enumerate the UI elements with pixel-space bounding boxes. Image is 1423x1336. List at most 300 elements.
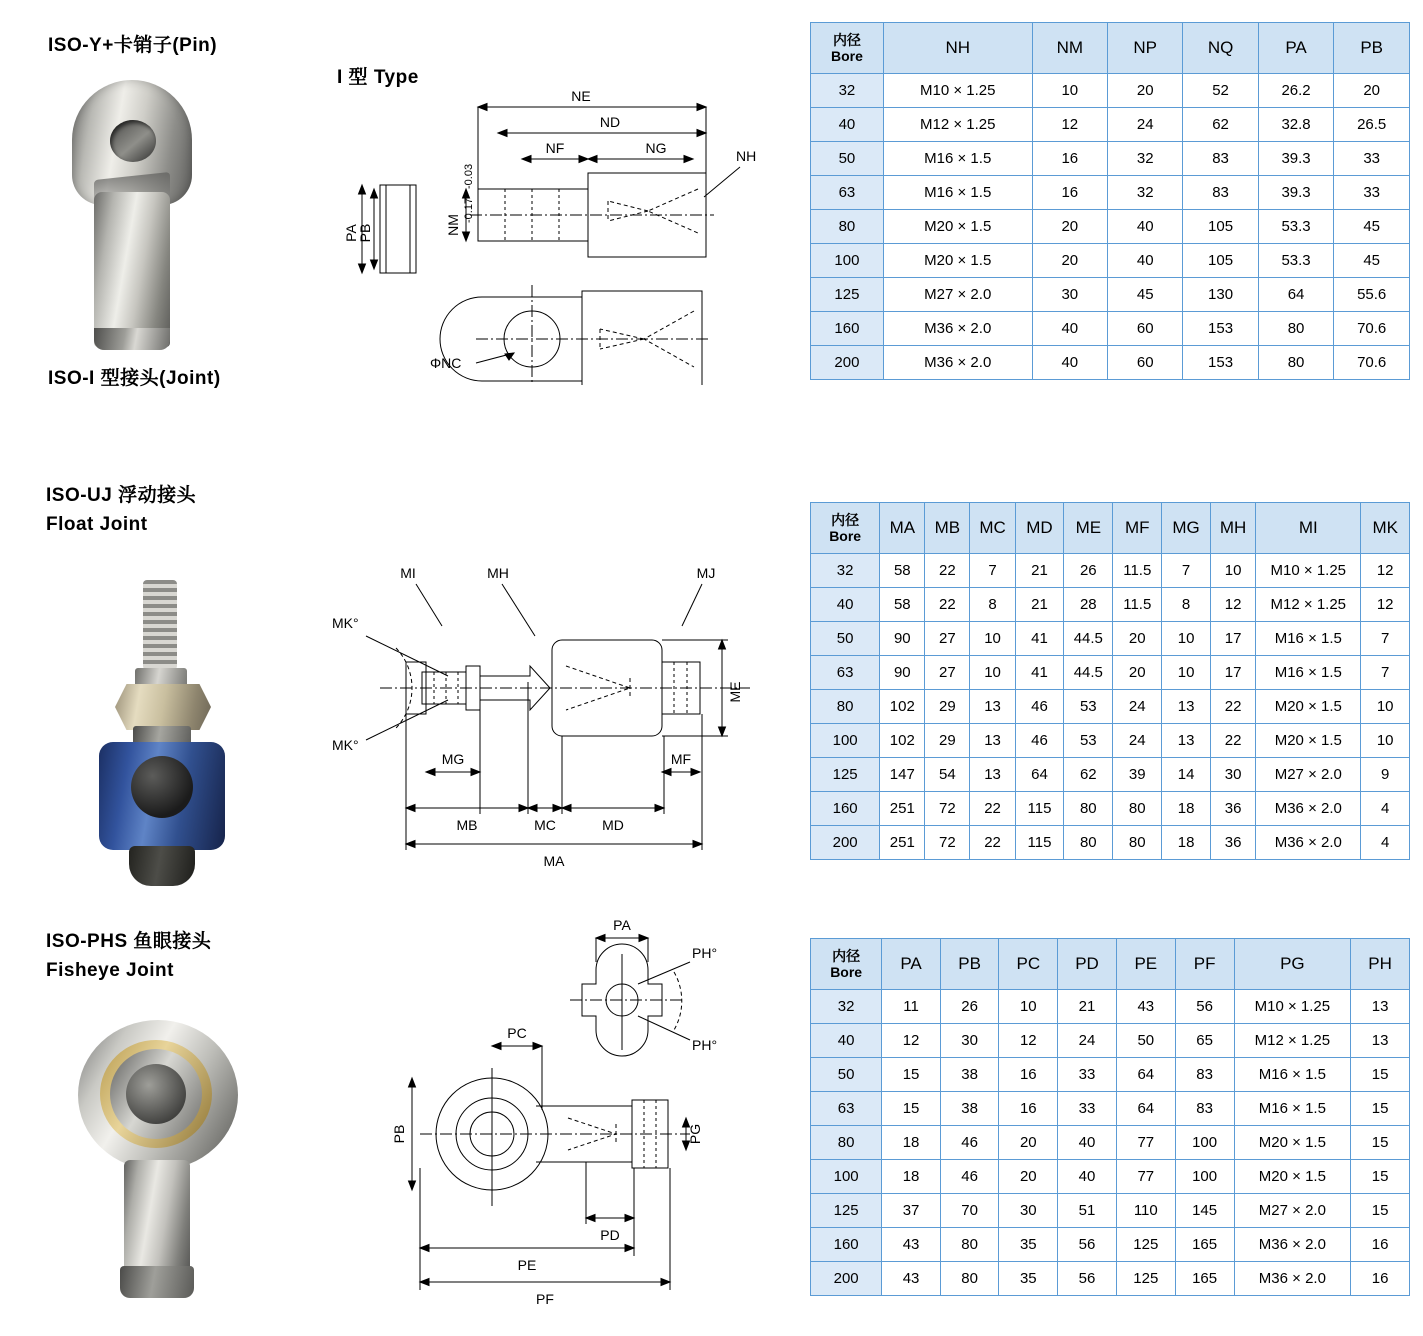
header-bore xyxy=(811,503,880,554)
cell-value: M16 × 1.5 xyxy=(883,142,1032,176)
cell-value: 17 xyxy=(1210,622,1255,656)
cell-value: 46 xyxy=(1015,724,1064,758)
header-pg: PG xyxy=(1234,939,1351,990)
table-row xyxy=(811,278,1410,312)
cell-value: 251 xyxy=(880,792,925,826)
cell-value: 46 xyxy=(940,1160,999,1194)
cell-value: 12 xyxy=(1032,108,1107,142)
cell-bore: 125 xyxy=(811,1194,882,1228)
header-pb: PB xyxy=(1334,23,1410,74)
cell-value: 45 xyxy=(1334,244,1410,278)
section-iso-uj-float-joint xyxy=(0,440,1423,900)
cell-value: 251 xyxy=(880,826,925,860)
cell-value: 11 xyxy=(882,990,941,1024)
table-row xyxy=(811,108,1410,142)
cell-value: 38 xyxy=(940,1092,999,1126)
table-row xyxy=(811,1092,1410,1126)
iso-phs-title-line2: Fisheye Joint xyxy=(46,959,174,981)
cell-value: 44.5 xyxy=(1064,656,1113,690)
table-row xyxy=(811,74,1410,108)
header-mi: MI xyxy=(1256,503,1361,554)
iso-phs-photo-foot xyxy=(120,1266,194,1298)
table-row xyxy=(811,724,1410,758)
label-nh: NH xyxy=(736,148,757,164)
cell-bore: 32 xyxy=(811,990,882,1024)
cell-value: 165 xyxy=(1175,1228,1234,1262)
cell-bore: 200 xyxy=(811,826,880,860)
cell-value: 13 xyxy=(1162,690,1211,724)
label-ma: MA xyxy=(543,853,565,869)
header-bore-en: Bore xyxy=(829,528,862,544)
cell-value: 56 xyxy=(1058,1262,1117,1296)
cell-value: 145 xyxy=(1175,1194,1234,1228)
cell-bore: 80 xyxy=(811,690,880,724)
table-row xyxy=(811,554,1410,588)
cell-value: 60 xyxy=(1108,346,1183,380)
header-np: NP xyxy=(1108,23,1183,74)
cell-value: 15 xyxy=(882,1092,941,1126)
cell-value: 40 xyxy=(1108,210,1183,244)
table-row xyxy=(811,1194,1410,1228)
cell-value: 60 xyxy=(1108,312,1183,346)
cell-value: 22 xyxy=(1210,724,1255,758)
label-pd: PD xyxy=(600,1227,620,1243)
cell-bore: 40 xyxy=(811,1024,882,1058)
cell-bore: 160 xyxy=(811,792,880,826)
header-md: MD xyxy=(1015,503,1064,554)
cell-value: 8 xyxy=(1162,588,1211,622)
cell-value: 32 xyxy=(1108,142,1183,176)
cell-value: M20 × 1.5 xyxy=(1234,1126,1351,1160)
cell-value: 10 xyxy=(1361,724,1410,758)
label-md: MD xyxy=(602,817,624,833)
header-pa: PA xyxy=(1258,23,1334,74)
cell-value: 9 xyxy=(1361,758,1410,792)
cell-value: 43 xyxy=(882,1262,941,1296)
iso-phs-photo-shank xyxy=(124,1160,190,1280)
cell-value: 20 xyxy=(1113,622,1162,656)
cell-value: 43 xyxy=(882,1228,941,1262)
header-bore xyxy=(811,939,882,990)
cell-value: 30 xyxy=(1210,758,1255,792)
cell-value: 17 xyxy=(1210,656,1255,690)
cell-value: M36 × 2.0 xyxy=(883,312,1032,346)
cell-value: 32 xyxy=(1108,176,1183,210)
cell-value: 16 xyxy=(999,1058,1058,1092)
header-nm: NM xyxy=(1032,23,1107,74)
iso-i-product-photo xyxy=(72,80,192,345)
label-ng: NG xyxy=(645,140,667,156)
cell-value: 102 xyxy=(880,724,925,758)
cell-value: M36 × 2.0 xyxy=(1256,792,1361,826)
cell-value: 102 xyxy=(880,690,925,724)
header-nh: NH xyxy=(883,23,1032,74)
header-bore-en: Bore xyxy=(830,48,863,64)
cell-bore: 80 xyxy=(811,210,884,244)
table-row xyxy=(811,312,1410,346)
cell-value: 16 xyxy=(1351,1262,1410,1296)
cell-value: 10 xyxy=(1162,622,1211,656)
table-row xyxy=(811,346,1410,380)
cell-value: 72 xyxy=(925,826,970,860)
label-mk-bottom: MK° xyxy=(332,737,359,753)
cell-bore: 40 xyxy=(811,588,880,622)
cell-value: 24 xyxy=(1113,724,1162,758)
cell-value: 7 xyxy=(1361,656,1410,690)
cell-value: 10 xyxy=(999,990,1058,1024)
cell-value: 20 xyxy=(1108,74,1183,108)
label-pa: PA xyxy=(613,918,631,933)
cell-value: 12 xyxy=(1361,554,1410,588)
cell-value: 35 xyxy=(999,1262,1058,1296)
cell-value: 38 xyxy=(940,1058,999,1092)
iso-uj-product-photo xyxy=(95,580,230,890)
iso-uj-photo-hex-nut xyxy=(115,684,211,730)
cell-value: 13 xyxy=(970,758,1015,792)
iso-uj-photo-base xyxy=(129,846,195,886)
cell-value: 153 xyxy=(1183,312,1258,346)
label-phi-nc: ΦNC xyxy=(430,355,462,371)
label-nd: ND xyxy=(599,114,621,130)
label-ph-top: PH° xyxy=(692,945,718,961)
cell-value: 15 xyxy=(1351,1092,1410,1126)
cell-value: 39 xyxy=(1113,758,1162,792)
cell-value: 22 xyxy=(1210,690,1255,724)
table-row xyxy=(811,588,1410,622)
header-pc: PC xyxy=(999,939,1058,990)
label-pb: PB xyxy=(391,1124,407,1144)
iso-uj-left-pane xyxy=(0,440,790,900)
header-pb: PB xyxy=(940,939,999,990)
table-row xyxy=(811,656,1410,690)
table-row xyxy=(811,142,1410,176)
cell-value: 33 xyxy=(1058,1058,1117,1092)
cell-value: 16 xyxy=(1351,1228,1410,1262)
cell-value: 32.8 xyxy=(1258,108,1334,142)
label-tol-upper: -0.03 xyxy=(463,163,475,189)
label-pf: PF xyxy=(536,1291,554,1307)
header-bore-cn: 内径 xyxy=(831,511,860,528)
cell-value: 37 xyxy=(882,1194,941,1228)
cell-value: 12 xyxy=(882,1024,941,1058)
cell-value: 10 xyxy=(1210,554,1255,588)
iso-uj-table-pane xyxy=(810,502,1410,860)
cell-bore: 200 xyxy=(811,346,884,380)
label-nf: NF xyxy=(545,140,565,156)
iso-phs-technical-drawing xyxy=(390,918,770,1318)
cell-value: 55.6 xyxy=(1334,278,1410,312)
cell-value: 8 xyxy=(970,588,1015,622)
table-row xyxy=(811,1024,1410,1058)
cell-value: 18 xyxy=(1162,826,1211,860)
cell-value: 62 xyxy=(1064,758,1113,792)
cell-value: 100 xyxy=(1175,1126,1234,1160)
cell-value: 110 xyxy=(1116,1194,1175,1228)
table-row xyxy=(811,1160,1410,1194)
cell-value: 16 xyxy=(1032,176,1107,210)
cell-value: 10 xyxy=(1032,74,1107,108)
cell-value: 43 xyxy=(1116,990,1175,1024)
cell-value: 21 xyxy=(1058,990,1117,1024)
iso-uj-title-line1: ISO-UJ 浮动接头 xyxy=(46,485,197,506)
cell-value: 64 xyxy=(1015,758,1064,792)
cell-value: 83 xyxy=(1175,1092,1234,1126)
cell-value: 70 xyxy=(940,1194,999,1228)
cell-value: 115 xyxy=(1015,792,1064,826)
cell-value: M20 × 1.5 xyxy=(883,210,1032,244)
cell-value: 53.3 xyxy=(1258,210,1334,244)
cell-value: 7 xyxy=(1162,554,1211,588)
cell-value: 45 xyxy=(1108,278,1183,312)
iso-i-drawing-title: I 型 Type xyxy=(337,67,419,88)
cell-value: 13 xyxy=(1351,1024,1410,1058)
cell-value: 7 xyxy=(970,554,1015,588)
cell-value: 46 xyxy=(1015,690,1064,724)
iso-phs-table-pane xyxy=(810,938,1410,1296)
cell-bore: 100 xyxy=(811,244,884,278)
label-me: ME xyxy=(727,681,743,703)
label-ne: NE xyxy=(571,88,591,104)
cell-bore: 80 xyxy=(811,1126,882,1160)
cell-value: 10 xyxy=(1361,690,1410,724)
iso-uj-technical-drawing xyxy=(330,550,770,870)
cell-value: M12 × 1.25 xyxy=(1256,588,1361,622)
table-row xyxy=(811,622,1410,656)
cell-value: M16 × 1.5 xyxy=(1234,1092,1351,1126)
cell-bore: 125 xyxy=(811,278,884,312)
cell-value: 27 xyxy=(925,622,970,656)
cell-value: 18 xyxy=(1162,792,1211,826)
cell-value: 7 xyxy=(1361,622,1410,656)
cell-value: 26 xyxy=(1064,554,1113,588)
cell-value: 13 xyxy=(1162,724,1211,758)
label-ph-bottom: PH° xyxy=(692,1037,718,1053)
cell-value: 22 xyxy=(925,554,970,588)
cell-value: M20 × 1.5 xyxy=(883,244,1032,278)
cell-value: 29 xyxy=(925,690,970,724)
table-row xyxy=(811,826,1410,860)
cell-bore: 125 xyxy=(811,758,880,792)
cell-bore: 160 xyxy=(811,312,884,346)
label-tol-lower: -0.17 xyxy=(463,197,475,223)
header-mg: MG xyxy=(1162,503,1211,554)
table-row xyxy=(811,244,1410,278)
iso-i-technical-drawing xyxy=(300,85,780,385)
cell-value: M36 × 2.0 xyxy=(1234,1262,1351,1296)
label-pc: PC xyxy=(507,1025,527,1041)
cell-value: 105 xyxy=(1183,244,1258,278)
cell-value: M16 × 1.5 xyxy=(883,176,1032,210)
cell-value: 90 xyxy=(880,656,925,690)
iso-phs-spec-table xyxy=(810,938,1410,1296)
cell-value: 18 xyxy=(882,1160,941,1194)
cell-value: 15 xyxy=(1351,1058,1410,1092)
label-nm: NM xyxy=(445,214,461,236)
cell-value: 36 xyxy=(1210,792,1255,826)
cell-value: M20 × 1.5 xyxy=(1256,690,1361,724)
cell-value: M10 × 1.25 xyxy=(1256,554,1361,588)
cell-value: M12 × 1.25 xyxy=(883,108,1032,142)
header-pe: PE xyxy=(1116,939,1175,990)
table-row xyxy=(811,1228,1410,1262)
cell-value: 28 xyxy=(1064,588,1113,622)
cell-value: 33 xyxy=(1334,176,1410,210)
cell-value: 21 xyxy=(1015,588,1064,622)
cell-value: M16 × 1.5 xyxy=(1234,1058,1351,1092)
header-bore xyxy=(811,23,884,74)
cell-value: M36 × 2.0 xyxy=(1256,826,1361,860)
cell-value: 39.3 xyxy=(1258,142,1334,176)
iso-i-left-pane xyxy=(0,0,790,440)
cell-value: 46 xyxy=(940,1126,999,1160)
cell-bore: 40 xyxy=(811,108,884,142)
label-mb: MB xyxy=(456,817,478,833)
iso-phs-title xyxy=(46,928,211,985)
cell-value: 16 xyxy=(1032,142,1107,176)
cell-value: 40 xyxy=(1032,312,1107,346)
table-row xyxy=(811,792,1410,826)
header-bore-cn: 内径 xyxy=(832,947,861,964)
iso-i-table-pane xyxy=(810,22,1410,380)
cell-value: 153 xyxy=(1183,346,1258,380)
cell-value: 13 xyxy=(970,690,1015,724)
cell-value: 35 xyxy=(999,1228,1058,1262)
header-mk: MK xyxy=(1361,503,1410,554)
cell-value: 105 xyxy=(1183,210,1258,244)
cell-bore: 50 xyxy=(811,622,880,656)
cell-value: 22 xyxy=(970,792,1015,826)
cell-value: M20 × 1.5 xyxy=(1234,1160,1351,1194)
header-nq: NQ xyxy=(1183,23,1258,74)
iso-phs-product-photo xyxy=(78,1020,238,1300)
cell-value: M10 × 1.25 xyxy=(883,74,1032,108)
iso-i-photo-bottom xyxy=(94,328,170,350)
cell-value: 80 xyxy=(940,1228,999,1262)
cell-value: 12 xyxy=(1361,588,1410,622)
label-pe: PE xyxy=(517,1257,537,1273)
cell-value: 80 xyxy=(1064,792,1113,826)
cell-value: 15 xyxy=(1351,1160,1410,1194)
table-row xyxy=(811,210,1410,244)
cell-bore: 63 xyxy=(811,176,884,210)
cell-value: 72 xyxy=(925,792,970,826)
table-row xyxy=(811,758,1410,792)
cell-value: 20 xyxy=(999,1160,1058,1194)
cell-value: 36 xyxy=(1210,826,1255,860)
iso-phs-photo-bore xyxy=(126,1064,186,1124)
cell-value: 30 xyxy=(940,1024,999,1058)
cell-value: 77 xyxy=(1116,1126,1175,1160)
header-mh: MH xyxy=(1210,503,1255,554)
cell-bore: 50 xyxy=(811,142,884,176)
cell-value: 41 xyxy=(1015,622,1064,656)
header-bore-en: Bore xyxy=(830,964,863,980)
header-bore-cn: 内径 xyxy=(832,31,861,48)
cell-value: 54 xyxy=(925,758,970,792)
table-row xyxy=(811,1126,1410,1160)
cell-value: 24 xyxy=(1108,108,1183,142)
cell-value: 83 xyxy=(1183,142,1258,176)
cell-value: 15 xyxy=(1351,1194,1410,1228)
cell-value: 40 xyxy=(1032,346,1107,380)
cell-value: M36 × 2.0 xyxy=(1234,1228,1351,1262)
cell-value: 10 xyxy=(970,622,1015,656)
cell-value: 33 xyxy=(1334,142,1410,176)
table-row xyxy=(811,690,1410,724)
cell-value: 26 xyxy=(940,990,999,1024)
cell-value: 24 xyxy=(1058,1024,1117,1058)
iso-phs-title-line1: ISO-PHS 鱼眼接头 xyxy=(46,931,212,952)
cell-value: 165 xyxy=(1175,1262,1234,1296)
iso-phs-table-body xyxy=(811,990,1410,1296)
cell-value: 13 xyxy=(970,724,1015,758)
header-mf: MF xyxy=(1113,503,1162,554)
cell-value: 130 xyxy=(1183,278,1258,312)
iso-i-photo-shank xyxy=(94,192,170,347)
cell-bore: 160 xyxy=(811,1228,882,1262)
cell-value: 56 xyxy=(1175,990,1234,1024)
cell-bore: 63 xyxy=(811,656,880,690)
cell-value: 83 xyxy=(1183,176,1258,210)
table-header-row xyxy=(811,503,1410,554)
cell-value: 64 xyxy=(1116,1092,1175,1126)
label-mf: MF xyxy=(670,751,692,767)
cell-value: 83 xyxy=(1175,1058,1234,1092)
iso-uj-photo-thread xyxy=(143,580,177,670)
header-pf: PF xyxy=(1175,939,1234,990)
cell-value: 13 xyxy=(1351,990,1410,1024)
cell-value: 58 xyxy=(880,588,925,622)
cell-value: 39.3 xyxy=(1258,176,1334,210)
iso-phs-left-pane xyxy=(0,900,790,1336)
table-row xyxy=(811,1262,1410,1296)
section-iso-i-joint xyxy=(0,0,1423,440)
cell-value: 70.6 xyxy=(1334,346,1410,380)
cell-value: 20 xyxy=(1334,74,1410,108)
cell-value: 10 xyxy=(970,656,1015,690)
cell-value: 100 xyxy=(1175,1160,1234,1194)
header-pd: PD xyxy=(1058,939,1117,990)
cell-value: 80 xyxy=(1064,826,1113,860)
cell-value: M10 × 1.25 xyxy=(1234,990,1351,1024)
iso-uj-spec-table xyxy=(810,502,1410,860)
cell-value: 62 xyxy=(1183,108,1258,142)
cell-value: 18 xyxy=(882,1126,941,1160)
cell-value: 80 xyxy=(1258,346,1334,380)
iso-i-caption-bottom: ISO-I 型接头(Joint) xyxy=(48,368,221,389)
table-header-row xyxy=(811,23,1410,74)
cell-value: 27 xyxy=(925,656,970,690)
header-pa: PA xyxy=(882,939,941,990)
header-me: ME xyxy=(1064,503,1113,554)
cell-value: 30 xyxy=(1032,278,1107,312)
cell-value: 45 xyxy=(1334,210,1410,244)
cell-value: M27 × 2.0 xyxy=(1234,1194,1351,1228)
header-mb: MB xyxy=(925,503,970,554)
cell-value: 10 xyxy=(1162,656,1211,690)
header-mc: MC xyxy=(970,503,1015,554)
label-pg: PG xyxy=(687,1123,703,1145)
label-mc: MC xyxy=(534,817,556,833)
cell-value: 24 xyxy=(1113,690,1162,724)
cell-value: 22 xyxy=(970,826,1015,860)
cell-value: 40 xyxy=(1058,1126,1117,1160)
cell-bore: 100 xyxy=(811,1160,882,1194)
cell-value: 80 xyxy=(1113,826,1162,860)
cell-value: M27 × 2.0 xyxy=(1256,758,1361,792)
cell-value: 40 xyxy=(1058,1160,1117,1194)
cell-value: 56 xyxy=(1058,1228,1117,1262)
